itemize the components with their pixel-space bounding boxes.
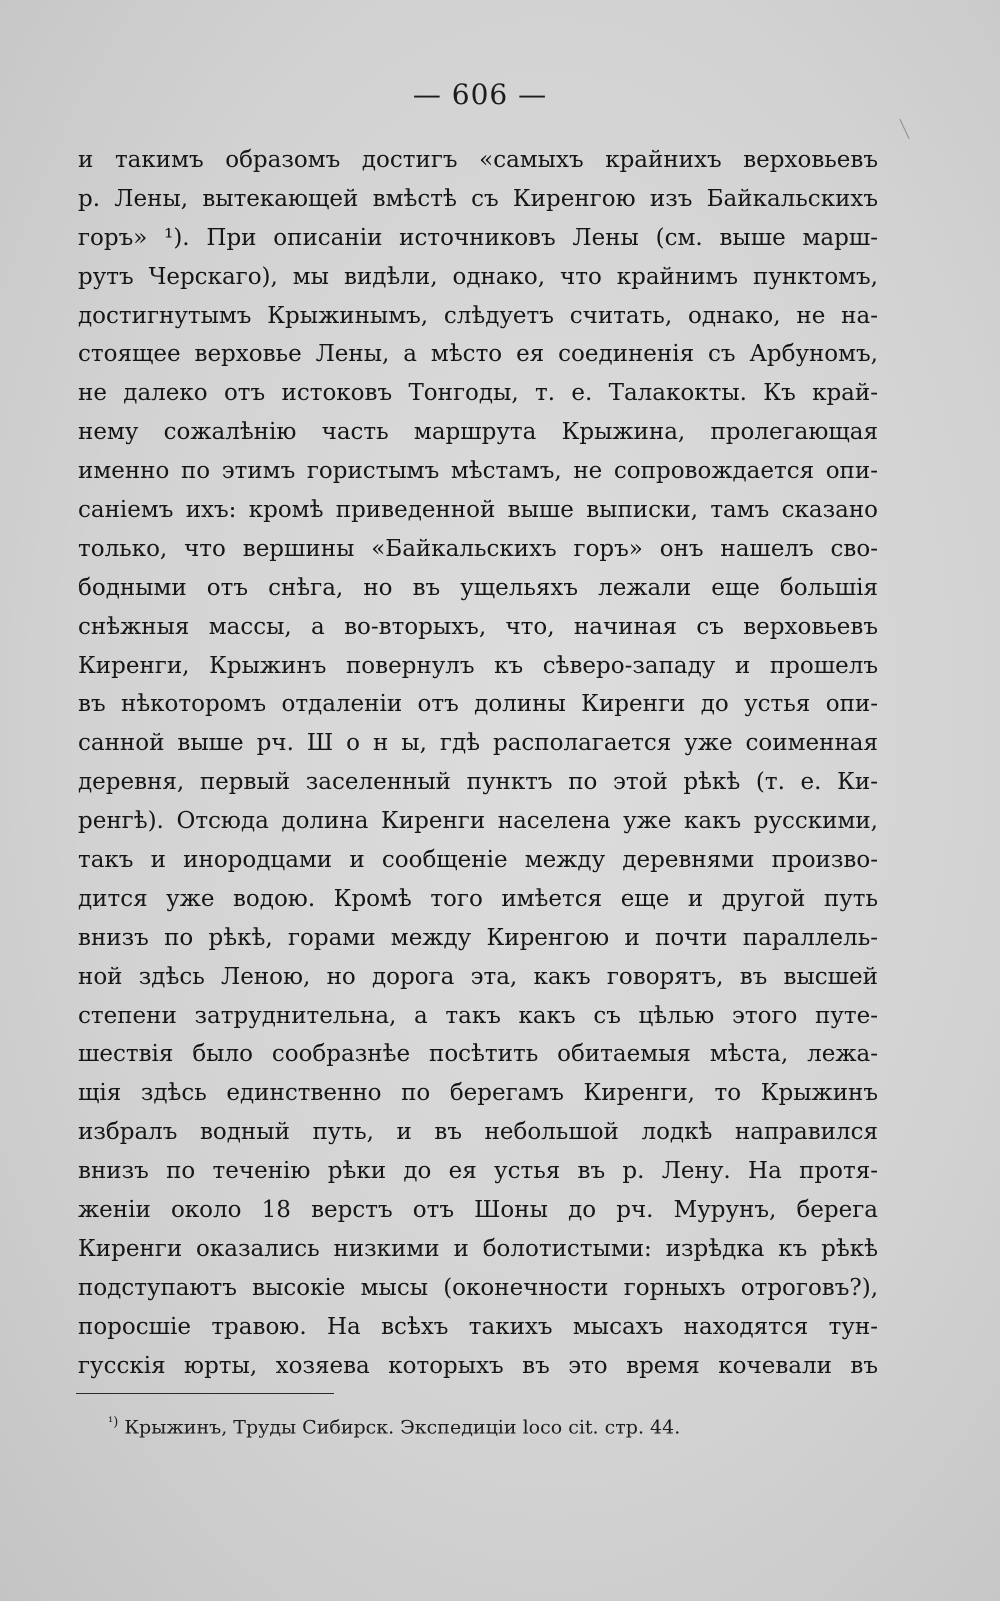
text-line: ной здѣсь Леною, но дорога эта, какъ говорятъ, въ высшей <box>78 963 878 990</box>
text-line: стоящее верховье Лены, а мѣсто ея соединенія съ Арбуномъ, <box>78 341 878 368</box>
text-line: бодными отъ снѣга, но въ ущельяхъ лежали еще большія <box>78 574 878 601</box>
text-line: р. Лены, вытекающей вмѣстѣ съ Киренгою изъ Байкальскихъ <box>78 185 878 212</box>
text-line: дится уже водою. Кромѣ того имѣется еще и другой путь <box>78 885 878 912</box>
text-line: въ нѣкоторомъ отдаленіи отъ долины Киренги до устья опи- <box>78 691 878 718</box>
text-line: Киренги оказались низкими и болотистыми: изрѣдка къ рѣкѣ <box>78 1235 878 1262</box>
text-line: такъ и инородцами и сообщеніе между деревнями произво- <box>78 847 878 874</box>
text-line: саніемъ ихъ: кромѣ приведенной выше выписки, тамъ сказано <box>78 497 878 524</box>
text-line: избралъ водный путь, и въ небольшой лодкѣ направился <box>78 1119 878 1146</box>
text-line: шествія было сообразнѣе посѣтить обитаемыя мѣста, лежа- <box>78 1041 878 1068</box>
footnote-marker: ¹) <box>108 1415 119 1430</box>
text-line: и такимъ образомъ достигъ «самыхъ крайнихъ верховьевъ <box>78 147 878 173</box>
text-line: только, что вершины «Байкальскихъ горъ» онъ нашелъ сво- <box>78 535 878 562</box>
text-line: внизъ по теченію рѣки до ея устья въ р. Лену. На протя- <box>78 1158 878 1185</box>
text-line: именно по этимъ гористымъ мѣстамъ, не сопровождается опи- <box>78 458 878 485</box>
text-line: деревня, первый заселенный пунктъ по этой рѣкѣ (т. е. Ки- <box>78 769 878 796</box>
footnote <box>108 1415 808 1438</box>
text-line: женіи около 18 верстъ отъ Шоны до рч. Мурунъ, берега <box>78 1197 878 1224</box>
text-line: рутъ Черскаго), мы видѣли, однако, что крайнимъ пунктомъ, <box>78 263 878 290</box>
text-line: ренгѣ). Отсюда долина Киренги населена уже какъ русскими, <box>78 808 878 835</box>
text-line: снѣжныя массы, а во-вторыхъ, что, начиная съ верховьевъ <box>78 613 878 640</box>
text-line: подступаютъ высокіе мысы (оконечности горныхъ отроговъ?), <box>78 1274 878 1301</box>
text-line: горъ» ¹). При описаніи источниковъ Лены (см. выше марш- <box>78 224 878 251</box>
text-line: не далеко отъ истоковъ Тонгоды, т. е. Талакокты. Къ край- <box>78 380 878 407</box>
text-line: поросшіе травою. На всѣхъ такихъ мысахъ находятся тун- <box>78 1313 878 1340</box>
body-text <box>78 141 878 1386</box>
text-line: внизъ по рѣкѣ, горами между Киренгою и почти параллель- <box>78 924 878 951</box>
text-line: Киренги, Крыжинъ повернулъ къ сѣверо-западу и прошелъ <box>78 652 878 679</box>
edge-mark <box>899 119 909 139</box>
text-line: степени затруднительна, а такъ какъ съ цѣлью этого путе- <box>78 1002 878 1029</box>
footnote-rule <box>76 1393 334 1394</box>
text-line: нему сожалѣнію часть маршрута Крыжина, пролегающая <box>78 419 878 446</box>
text-line: достигнутымъ Крыжинымъ, слѣдуетъ считать, однако, не на- <box>78 302 878 329</box>
text-line: санной выше рч. Ш о н ы, гдѣ располагается уже соименная <box>78 730 878 757</box>
footnote-text: Крыжинъ, Труды Сибирск. Экспедиціи loco cit. стр. 44. <box>124 1416 681 1439</box>
page-number: — 606 — <box>412 78 548 111</box>
text-line: щія здѣсь единственно по берегамъ Киренги, то Крыжинъ <box>78 1080 878 1107</box>
text-line: гусскія юрты, хозяева которыхъ въ это время кочевали въ <box>78 1352 878 1379</box>
